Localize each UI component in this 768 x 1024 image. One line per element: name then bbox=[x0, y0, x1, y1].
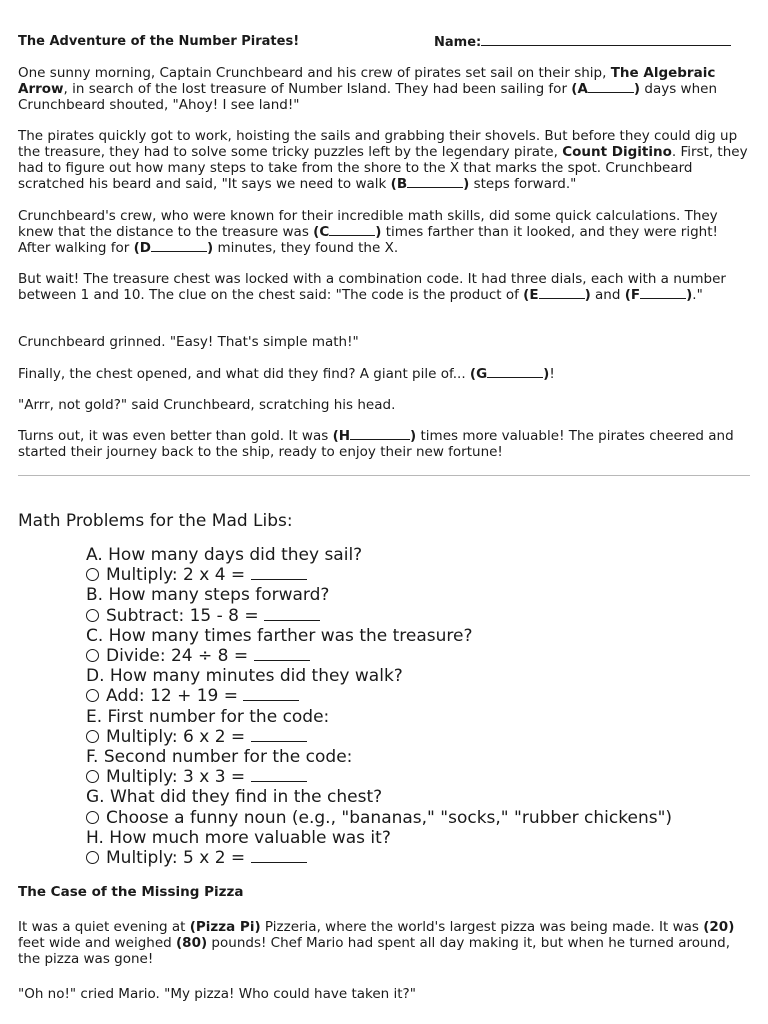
task-text: Divide: 24 ÷ 8 = bbox=[106, 646, 249, 667]
math-problems-heading: Math Problems for the Mad Libs: bbox=[18, 511, 293, 531]
question-a: A. How many days did they sail? bbox=[86, 545, 363, 565]
answer-blank-h[interactable] bbox=[251, 849, 307, 863]
question-d: D. How many minutes did they walk? bbox=[86, 666, 403, 687]
circle-bullet-icon bbox=[86, 730, 99, 743]
story-text: . First, they had to figure out how many steps to take from the shore to the X that marks the spot. Crunchbeard scratched his beard and said, "It says we need to walk bbox=[18, 144, 748, 192]
blank-d[interactable]: (D ) bbox=[133, 240, 214, 256]
story-text: days when Crunchbeard shouted, "Ahoy! I see land!" bbox=[18, 81, 718, 113]
task-b bbox=[86, 606, 672, 626]
blank-h[interactable]: (H ) bbox=[332, 428, 417, 444]
circle-bullet-icon bbox=[86, 568, 99, 581]
question-b: B. How many steps forward? bbox=[86, 585, 330, 606]
question-g: G. What did they find in the chest? bbox=[86, 787, 383, 808]
story-text: One sunny morning, Captain Crunchbeard and his crew of pirates set sail on their ship, bbox=[18, 65, 611, 81]
blank-g[interactable]: (G ) bbox=[469, 366, 550, 382]
story-paragraph-3 bbox=[18, 208, 753, 256]
story-text: , in search of the lost treasure of Number Island. They had been sailing for bbox=[63, 81, 572, 97]
blank-b[interactable]: (B ) bbox=[390, 176, 470, 192]
case-text: feet wide and weighed bbox=[18, 935, 176, 951]
case-text: Pizzeria, where the world's largest pizza was being made. It was bbox=[260, 919, 704, 935]
circle-bullet-icon bbox=[86, 649, 99, 662]
story-paragraph-4 bbox=[18, 271, 753, 303]
ship-name: The Algebraic Arrow bbox=[18, 65, 716, 97]
task-a bbox=[86, 565, 672, 585]
question-e: E. First number for the code: bbox=[86, 706, 330, 727]
task-h bbox=[86, 848, 672, 868]
blank-e[interactable]: (E ) bbox=[523, 287, 591, 303]
blank-f[interactable]: (F ) bbox=[624, 287, 693, 303]
case-paragraph-2: "Oh no!" cried Mario. "My pizza! Who could have taken it?" bbox=[18, 986, 416, 1002]
question-c: C. How many times farther was the treasure? bbox=[86, 625, 473, 646]
story-text: and bbox=[590, 287, 625, 303]
task-g bbox=[86, 808, 672, 828]
worksheet-title: The Adventure of the Number Pirates! bbox=[18, 34, 300, 49]
story-text: minutes, they found the X. bbox=[213, 240, 399, 256]
task-f bbox=[86, 767, 672, 787]
circle-bullet-icon bbox=[86, 851, 99, 864]
task-text: Subtract: 15 - 8 = bbox=[106, 605, 259, 626]
story-paragraph-5: Crunchbeard grinned. "Easy! That's simple math!" bbox=[18, 334, 359, 350]
circle-bullet-icon bbox=[86, 609, 99, 622]
story-paragraph-6 bbox=[18, 366, 753, 382]
pizzeria-name: (Pizza Pi) bbox=[189, 919, 261, 935]
name-field bbox=[434, 34, 731, 50]
circle-bullet-icon bbox=[86, 811, 99, 824]
story-paragraph-1 bbox=[18, 65, 753, 113]
answer-blank-f[interactable] bbox=[251, 768, 307, 782]
pirate-name: Count Digitino bbox=[562, 144, 672, 160]
circle-bullet-icon bbox=[86, 689, 99, 702]
task-text: Add: 12 + 19 = bbox=[106, 686, 239, 707]
pizza-width: (20) bbox=[703, 919, 735, 935]
task-d bbox=[86, 686, 672, 706]
answer-blank-d[interactable] bbox=[243, 687, 299, 701]
answer-blank-b[interactable] bbox=[264, 607, 320, 621]
blank-a[interactable]: (A ) bbox=[571, 81, 641, 97]
name-label: Name: bbox=[434, 35, 482, 50]
story-text: times farther than it looked, and they were right! After walking for bbox=[18, 224, 718, 256]
story-text: Crunchbeard's crew, who were known for their incredible math skills, did some quick calculations. They knew that the distance to the treasure was bbox=[18, 208, 718, 240]
task-text: Multiply: 3 x 3 = bbox=[106, 767, 246, 788]
task-text: Multiply: 2 x 4 = bbox=[106, 565, 246, 586]
answer-blank-c[interactable] bbox=[254, 647, 310, 661]
task-c bbox=[86, 646, 672, 666]
case-text: It was a quiet evening at bbox=[18, 919, 190, 935]
question-f: F. Second number for the code: bbox=[86, 747, 353, 768]
question-h: H. How much more valuable was it? bbox=[86, 827, 391, 848]
story-text: steps forward." bbox=[469, 176, 577, 192]
name-blank[interactable] bbox=[481, 34, 731, 46]
story-paragraph-7: "Arrr, not gold?" said Crunchbeard, scratching his head. bbox=[18, 397, 396, 413]
task-e bbox=[86, 727, 672, 747]
story-text: ! bbox=[549, 366, 555, 382]
story-text: times more valuable! The pirates cheered and started their journey back to the ship, ready to enjoy their new fortune! bbox=[18, 428, 734, 460]
math-problem-list bbox=[86, 545, 672, 868]
case-paragraph-1 bbox=[18, 919, 753, 967]
blank-c[interactable]: (C ) bbox=[313, 224, 382, 240]
story-text: Finally, the chest opened, and what did they find? A giant pile of... bbox=[18, 366, 470, 382]
story-text: Turns out, it was even better than gold. It was bbox=[18, 428, 333, 444]
circle-bullet-icon bbox=[86, 770, 99, 783]
case-text: pounds! Chef Mario had spent all day making it, but when he turned around, the pizza was gone! bbox=[18, 935, 731, 967]
task-text: Choose a funny noun (e.g., "bananas," "socks," "rubber chickens") bbox=[106, 807, 673, 828]
answer-blank-e[interactable] bbox=[251, 728, 307, 742]
story-text: But wait! The treasure chest was locked with a combination code. It had three dials, each with a number between 1 and 10. The clue on the chest said: "The code is the product of bbox=[18, 271, 726, 303]
pizza-weight: (80) bbox=[176, 935, 208, 951]
case-heading: The Case of the Missing Pizza bbox=[18, 884, 244, 900]
story-text: The pirates quickly got to work, hoisting the sails and grabbing their shovels. But before they could dig up the treasure, they had to solve some tricky puzzles left by the legendary pirate, bbox=[18, 128, 738, 160]
story-text: ." bbox=[692, 287, 703, 303]
task-text: Multiply: 6 x 2 = bbox=[106, 726, 246, 747]
section-divider bbox=[18, 475, 750, 476]
story-paragraph-8 bbox=[18, 428, 753, 460]
story-paragraph-2 bbox=[18, 128, 753, 192]
task-text: Multiply: 5 x 2 = bbox=[106, 848, 246, 869]
answer-blank-a[interactable] bbox=[251, 566, 307, 580]
